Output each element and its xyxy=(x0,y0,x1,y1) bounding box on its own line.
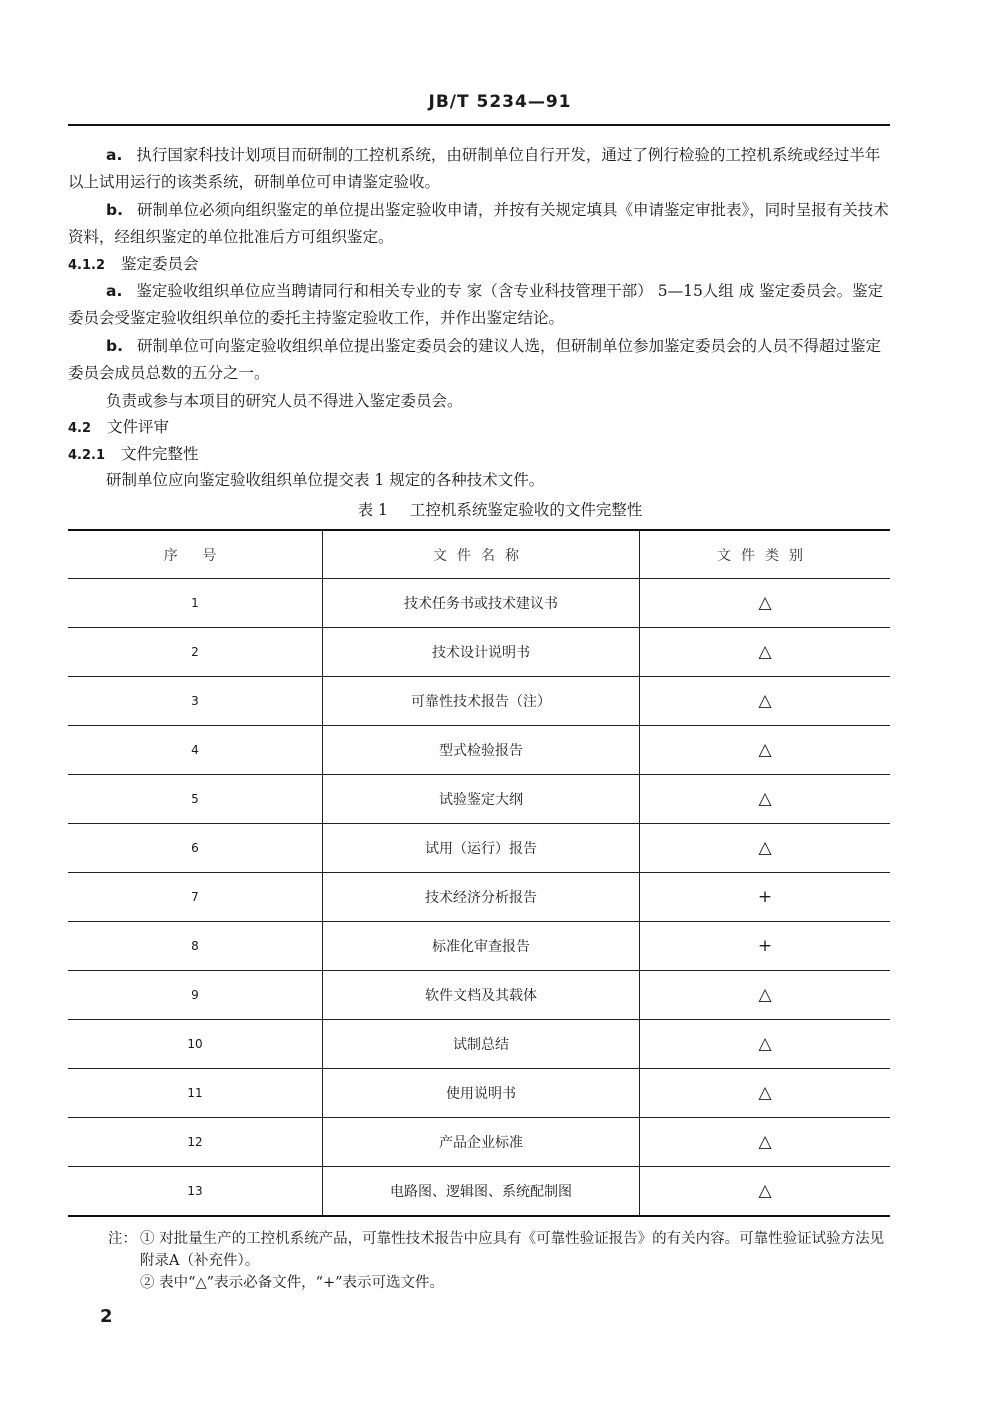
table-row xyxy=(68,775,890,824)
table-row xyxy=(68,579,890,628)
table-row xyxy=(68,1118,890,1167)
header-serial: 序 号 xyxy=(68,530,323,579)
cell-category: + xyxy=(640,922,891,971)
cell-serial: 2 xyxy=(68,628,323,677)
cell-document-name: 软件文档及其载体 xyxy=(323,971,640,1020)
cell-serial: 13 xyxy=(68,1167,323,1217)
note-label: 注： xyxy=(108,1231,137,1247)
cell-document-name: 试用（运行）报告 xyxy=(323,824,640,873)
paragraph-a-committee xyxy=(68,278,890,332)
cell-category: + xyxy=(640,873,891,922)
cell-document-name: 标准化审查报告 xyxy=(323,922,640,971)
table-row xyxy=(68,824,890,873)
note-text: ① 对批量生产的工控机系统产品，可靠性技术报告中应具有《可靠性验证报告》的有关内容。可靠性验证试验方法见附录A（补充件）。 xyxy=(140,1231,885,1269)
table-header-row xyxy=(68,530,890,579)
paragraph-text: 研制单位可向鉴定验收组织单位提出鉴定委员会的建议人选，但研制单位参加鉴定委员会的人员不得超过鉴定委员会成员总数的五分之一。 xyxy=(68,337,881,382)
section-number: 4.2 xyxy=(68,421,92,436)
cell-category: △ xyxy=(640,1020,891,1069)
header-document-name: 文件名称 xyxy=(323,530,640,579)
table-row xyxy=(68,873,890,922)
cell-category: △ xyxy=(640,1069,891,1118)
table-row xyxy=(68,677,890,726)
cell-category: △ xyxy=(640,579,891,628)
note-1 xyxy=(108,1228,898,1272)
cell-category: △ xyxy=(640,726,891,775)
table-row xyxy=(68,1167,890,1217)
cell-serial: 5 xyxy=(68,775,323,824)
table-row xyxy=(68,726,890,775)
cell-document-name: 技术任务书或技术建议书 xyxy=(323,579,640,628)
table-notes xyxy=(108,1228,898,1294)
section-title: 文件评审 xyxy=(107,418,170,436)
paragraph-b-nominees xyxy=(68,333,890,387)
table-number: 表 1 xyxy=(357,501,388,519)
cell-category: △ xyxy=(640,1167,891,1217)
section-heading-4-1-2 xyxy=(68,252,199,278)
paragraph-text: 研制单位必须向组织鉴定的单位提出鉴定验收申请，并按有关规定填具《申请鉴定审批表》，同时呈报有关技术资料，经组织鉴定的单位批准后方可组织鉴定。 xyxy=(68,201,889,246)
cell-serial: 3 xyxy=(68,677,323,726)
header-rule xyxy=(68,124,890,126)
page-number: 2 xyxy=(100,1306,113,1327)
cell-category: △ xyxy=(640,971,891,1020)
cell-serial: 11 xyxy=(68,1069,323,1118)
cell-document-name: 型式检验报告 xyxy=(323,726,640,775)
document-completeness-table xyxy=(68,529,890,1217)
cell-category: △ xyxy=(640,628,891,677)
table-title: 工控机系统鉴定验收的文件完整性 xyxy=(409,501,643,519)
cell-category: △ xyxy=(640,677,891,726)
cell-document-name: 使用说明书 xyxy=(323,1069,640,1118)
cell-category: △ xyxy=(640,1118,891,1167)
note-2 xyxy=(108,1272,898,1294)
cell-serial: 10 xyxy=(68,1020,323,1069)
cell-serial: 12 xyxy=(68,1118,323,1167)
section-title: 文件完整性 xyxy=(121,445,199,463)
cell-document-name: 试制总结 xyxy=(323,1020,640,1069)
standard-code-header: JB/T 5234—91 xyxy=(428,92,572,112)
cell-serial: 9 xyxy=(68,971,323,1020)
cell-serial: 4 xyxy=(68,726,323,775)
note-text: ② 表中“△”表示必备文件，“+”表示可选文件。 xyxy=(140,1275,445,1291)
cell-serial: 1 xyxy=(68,579,323,628)
section-heading-4-2-1 xyxy=(68,442,199,468)
paragraph-b-application xyxy=(68,197,890,251)
cell-document-name: 试验鉴定大纲 xyxy=(323,775,640,824)
paragraph-text: 鉴定验收组织单位应当聘请同行和相关专业的专 家（含专业科技管理干部） 5—15人组 成 鉴定委员会。鉴定委员会受鉴定验收组织单位的委托主持鉴定验收工作，并作出鉴定结论。 xyxy=(68,282,884,327)
cell-serial: 8 xyxy=(68,922,323,971)
cell-document-name: 可靠性技术报告（注） xyxy=(323,677,640,726)
table-row xyxy=(68,1069,890,1118)
cell-category: △ xyxy=(640,775,891,824)
cell-document-name: 技术经济分析报告 xyxy=(323,873,640,922)
table-row xyxy=(68,971,890,1020)
cell-document-name: 技术设计说明书 xyxy=(323,628,640,677)
section-heading-4-2 xyxy=(68,415,169,441)
table-row xyxy=(68,1020,890,1069)
item-label: a. xyxy=(106,282,123,300)
section-title: 鉴定委员会 xyxy=(121,255,199,273)
item-label: a. xyxy=(106,146,123,164)
section-number: 4.1.2 xyxy=(68,258,106,273)
cell-document-name: 产品企业标准 xyxy=(323,1118,640,1167)
paragraph-submit: 研制单位应向鉴定验收组织单位提交表 1 规定的各种技术文件。 xyxy=(106,471,545,489)
table-caption xyxy=(0,498,1000,520)
paragraph-text: 执行国家科技计划项目而研制的工控机系统，由研制单位自行开发，通过了例行检验的工控机系统或经过半年以上试用运行的该类系统，研制单位可申请鉴定验收。 xyxy=(68,146,881,191)
header-document-category: 文件类别 xyxy=(640,530,891,579)
table-row xyxy=(68,628,890,677)
item-label: b. xyxy=(106,337,123,355)
section-number: 4.2.1 xyxy=(68,448,106,463)
cell-document-name: 电路图、逻辑图、系统配制图 xyxy=(323,1167,640,1217)
item-label: b. xyxy=(106,201,123,219)
cell-category: △ xyxy=(640,824,891,873)
table-row xyxy=(68,922,890,971)
cell-serial: 7 xyxy=(68,873,323,922)
paragraph-a-apply xyxy=(68,142,890,196)
cell-serial: 6 xyxy=(68,824,323,873)
paragraph-exclusion: 负责或参与本项目的研究人员不得进入鉴定委员会。 xyxy=(106,392,463,410)
